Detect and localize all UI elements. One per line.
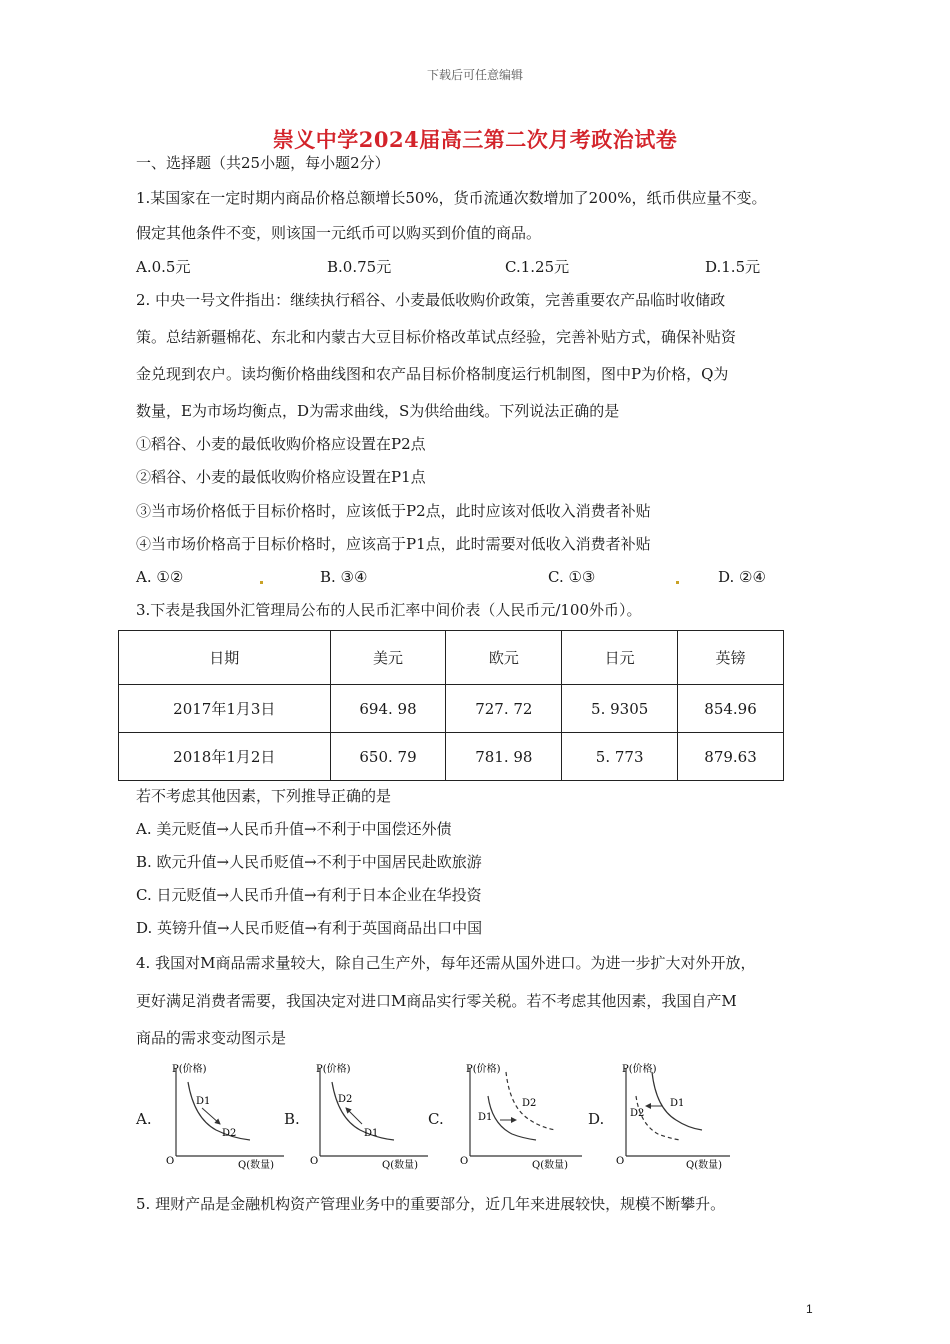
curve-label: D2 [630, 1108, 645, 1119]
p-axis-label: P(价格) [316, 1064, 351, 1075]
origin-label: O [460, 1156, 469, 1167]
curve-label: D1 [478, 1112, 493, 1123]
curve-label: D2 [522, 1098, 537, 1109]
p-axis-label: P(价格) [622, 1064, 657, 1075]
table-header-cell: 欧元 [446, 631, 562, 685]
table-cell: 5. 773 [562, 733, 678, 781]
q4-line-1: 4. 我国对M商品需求量较大，除自己生产外，每年还需从国外进口。为进一步扩大对外开放， [136, 954, 756, 972]
origin-label: O [166, 1156, 175, 1167]
q-axis-label: Q(数量) [686, 1160, 723, 1170]
demand-graph-a [158, 1058, 286, 1170]
page-number: 1 [806, 1302, 813, 1316]
table-header-cell: 英镑 [678, 631, 784, 685]
q-axis-label: Q(数量) [532, 1160, 569, 1170]
demand-graph-b [302, 1058, 430, 1170]
table-cell: 727. 72 [446, 685, 562, 733]
q3-option-c: C. 日元贬值→人民币升值→有利于日本企业在华投资 [136, 886, 482, 904]
section-heading: 一、选择题（共25小题，每小题2分） [136, 154, 390, 172]
q3-stem: 3.下表是我国外汇管理局公布的人民币汇率中间价表（人民币元/100外币）。 [136, 601, 642, 619]
q2-option-c: C. ①③ [548, 568, 596, 586]
curve-label: D1 [196, 1096, 211, 1107]
q4-line-3: 商品的需求变动图示是 [136, 1029, 287, 1047]
page-title: 崇义中学2024届高三第二次月考政治试卷 [272, 127, 678, 152]
q2-line-1: 2. 中央一号文件指出：继续执行稻谷、小麦最低收购价政策，完善重要农产品临时收储政 [136, 291, 726, 309]
scan-dot [676, 581, 679, 584]
q4-line-2: 更好满足消费者需要，我国决定对进口M商品实行零关税。若不考虑其他因素，我国自产M [136, 992, 737, 1010]
q5-line-1: 5. 理财产品是金融机构资产管理业务中的重要部分，近几年来进展较快，规模不断攀升。 [136, 1195, 726, 1213]
q2-statement-4: ④当市场价格高于目标价格时，应该高于P1点，此时需要对低收入消费者补贴 [136, 535, 651, 553]
q3-option-d: D. 英镑升值→人民币贬值→有利于英国商品出口中国 [136, 919, 483, 937]
table-cell: 2018年1月2日 [119, 733, 331, 781]
q1-option-a: A.0.5元 [136, 258, 191, 276]
table-cell: 879.63 [678, 733, 784, 781]
q2-line-3: 金兑现到农户。读均衡价格曲线图和农产品目标价格制度运行机制图，图中P为价格，Q为 [136, 365, 729, 383]
table-row [119, 685, 784, 733]
q2-line-2: 策。总结新疆棉花、东北和内蒙古大豆目标价格改革试点经验，完善补贴方式，确保补贴资 [136, 328, 737, 346]
table-header-cell: 日期 [119, 631, 331, 685]
q1-line-2: 假定其他条件不变，则该国一元纸币可以购买到价值的商品。 [136, 224, 542, 242]
curve-label: D1 [670, 1098, 685, 1109]
q-axis-label: Q(数量) [382, 1160, 419, 1170]
table-cell: 5. 9305 [562, 685, 678, 733]
q1-line-1: 1.某国家在一定时期内商品价格总额增长50%，货币流通次数增加了200%，纸币供应量不变。 [136, 189, 767, 207]
q-axis-label: Q(数量) [238, 1160, 275, 1170]
q2-line-4: 数量，E为市场均衡点，D为需求曲线，S为供给曲线。下列说法正确的是 [136, 402, 620, 420]
curve-label: D2 [338, 1094, 353, 1105]
table-header-row [119, 631, 784, 685]
q2-option-d: D. ②④ [718, 568, 766, 586]
table-cell: 694. 98 [330, 685, 446, 733]
demand-graph-d [608, 1058, 734, 1170]
q2-statement-3: ③当市场价格低于目标价格时，应该低于P2点，此时应该对低收入消费者补贴 [136, 502, 651, 520]
demand-graph-c [452, 1058, 586, 1170]
curve-label: D2 [222, 1128, 237, 1139]
q2-statement-1: ①稻谷、小麦的最低收购价格应设置在P2点 [136, 435, 426, 453]
q2-statement-2: ②稻谷、小麦的最低收购价格应设置在P1点 [136, 468, 426, 486]
q1-option-d: D.1.5元 [705, 258, 761, 276]
table-cell: 650. 79 [330, 733, 446, 781]
q3-question: 若不考虑其他因素，下列推导正确的是 [136, 787, 392, 805]
scan-dot [260, 581, 263, 584]
q3-option-b: B. 欧元升值→人民币贬值→不利于中国居民赴欧旅游 [136, 853, 482, 871]
exchange-rate-table [118, 630, 784, 781]
p-axis-label: P(价格) [466, 1064, 501, 1075]
q3-option-a: A. 美元贬值→人民币升值→不利于中国偿还外债 [136, 820, 452, 838]
curve-label: D1 [364, 1128, 379, 1139]
q1-option-b: B.0.75元 [327, 258, 392, 276]
figure-c-label: C. [428, 1110, 444, 1128]
p-axis-label: P(价格) [172, 1064, 207, 1075]
table-cell: 2017年1月3日 [119, 685, 331, 733]
table-cell: 854.96 [678, 685, 784, 733]
table-row [119, 733, 784, 781]
table-header-cell: 美元 [330, 631, 446, 685]
figure-d-label: D. [588, 1110, 605, 1128]
q1-option-c: C.1.25元 [505, 258, 570, 276]
q2-option-a: A. ①② [136, 568, 184, 586]
header-note: 下载后可任意编辑 [426, 68, 523, 82]
table-header-cell: 日元 [562, 631, 678, 685]
table-cell: 781. 98 [446, 733, 562, 781]
figure-b-label: B. [284, 1110, 300, 1128]
q2-option-b: B. ③④ [320, 568, 368, 586]
figure-a-label: A. [136, 1110, 152, 1128]
origin-label: O [310, 1156, 319, 1167]
origin-label: O [616, 1156, 625, 1167]
